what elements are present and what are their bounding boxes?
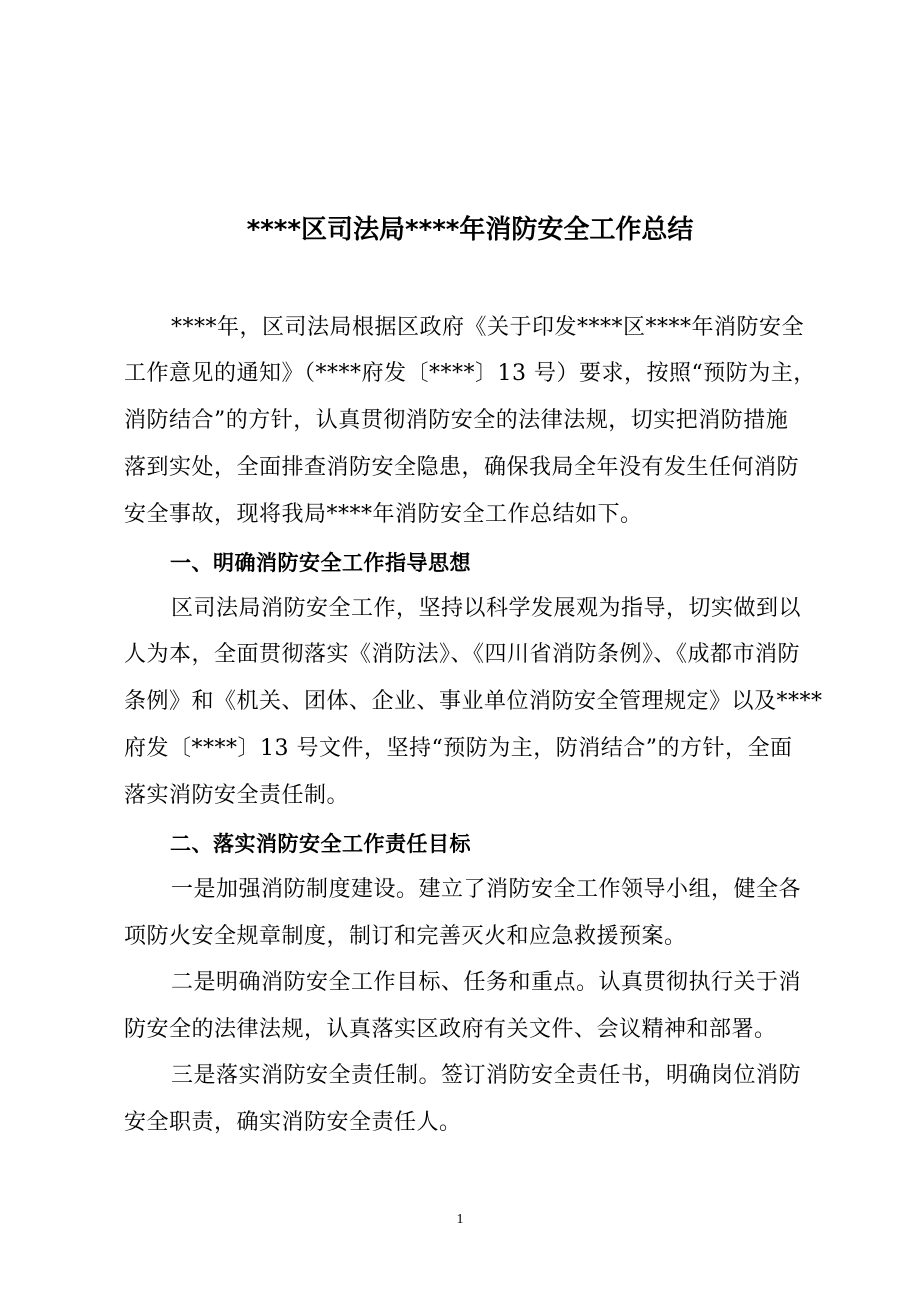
paragraph-line: 落到实处，全面排查消防安全隐患，确保我局全年没有发生任何消防	[124, 455, 800, 480]
paragraph-line: 消防结合”的方针，认真贯彻消防安全的法律法规，切实把消防措施	[124, 408, 789, 433]
paragraph-line: 落实消防安全责任制。	[124, 783, 350, 808]
paragraph-line: 条例》和《机关、团体、企业、事业单位消防安全管理规定》以及****	[124, 689, 823, 714]
paragraph-line: 区司法局消防安全工作，坚持以科学发展观为指导，切实做到以	[171, 596, 802, 621]
section-heading: 二、落实消防安全工作责任目标	[170, 832, 471, 856]
paragraph-line: 二是明确消防安全工作目标、任务和重点。认真贯彻执行关于消	[171, 970, 802, 995]
paragraph-line: 人为本，全面贯彻落实《消防法》、《四川省消防条例》、《成都市消防	[124, 642, 801, 667]
paragraph-line: 工作意见的通知》（****府发〔****〕13 号）要求，按照“预防为主，	[124, 361, 816, 386]
paragraph-line: 府发〔****〕13 号文件，坚持“预防为主，防消结合”的方针，全面	[124, 736, 793, 761]
paragraph-line: 一是加强消防制度建设。建立了消防安全工作领导小组，健全各	[171, 877, 802, 902]
page-number: 1	[456, 1212, 464, 1227]
paragraph-line: 项防火安全规章制度，制订和完善灭火和应急救援预案。	[124, 924, 687, 949]
paragraph-line: 三是落实消防安全责任制。签订消防安全责任书，明确岗位消防	[171, 1063, 802, 1088]
paragraph-line: 防安全的法律法规，认真落实区政府有关文件、会议精神和部署。	[124, 1017, 777, 1042]
paragraph-line: ****年，区司法局根据区政府《关于印发****区****年消防安全	[171, 315, 805, 340]
paragraph-line: 安全事故，现将我局****年消防安全工作总结如下。	[124, 502, 643, 527]
section-heading: 一、明确消防安全工作指导思想	[170, 551, 471, 575]
paragraph-line: 安全职责，确实消防安全责任人。	[124, 1110, 462, 1135]
document-title: ****区司法局****年消防安全工作总结	[246, 215, 694, 245]
